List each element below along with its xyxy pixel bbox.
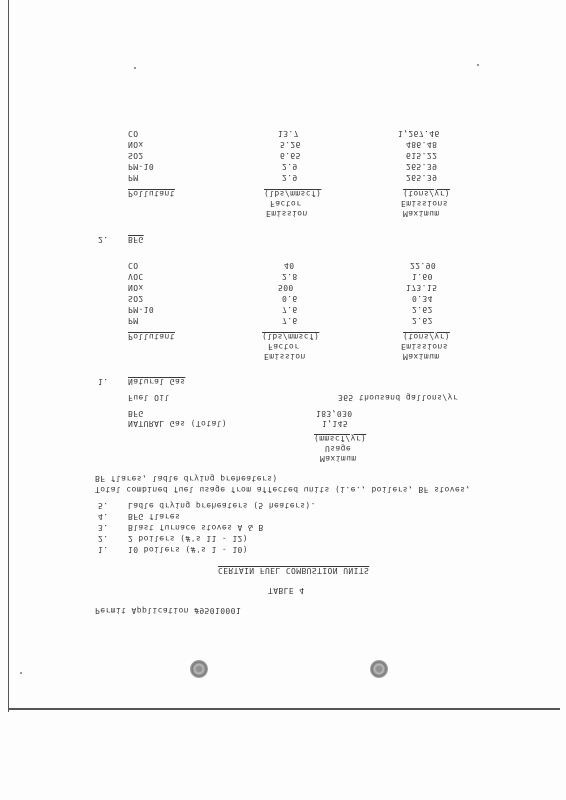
column-header: (tons/yr)	[403, 332, 450, 341]
unit-number: 1.	[98, 545, 109, 554]
column-header: Factor	[270, 199, 302, 208]
section-number: 1.	[98, 377, 109, 386]
factor-cell: 5.26	[280, 140, 301, 149]
total-usage-line: BF flares, ladle drying preheaters)	[95, 474, 278, 483]
emissions-cell: 22.90	[410, 261, 437, 270]
table-title: TABLE 4	[268, 586, 305, 595]
usage-header: Maximum	[320, 454, 357, 463]
factor-cell: 7.6	[282, 305, 298, 314]
usage-header: Usage	[325, 444, 352, 453]
unit-text: 2 boilers (#'s 11 - 12)	[128, 534, 248, 543]
column-header: Pollutant	[128, 189, 175, 198]
column-header: Pollutant	[128, 332, 175, 341]
factor-cell: 2.8	[282, 272, 298, 281]
usage-value: 183,030	[316, 409, 353, 418]
table-heading: CERTAIN FUEL COMBUSTION UNITS	[218, 566, 370, 575]
emissions-cell: 486.48	[406, 140, 438, 149]
pollutant-cell: PM-10	[128, 305, 155, 314]
column-header: Maximum	[403, 352, 440, 361]
column-header: (lbs/mmscf)	[264, 189, 322, 198]
permit-number: Permit Application #95010001	[95, 606, 242, 615]
unit-number: 2.	[98, 534, 109, 543]
factor-cell: 40	[284, 261, 295, 270]
pollutant-cell: SO2	[128, 294, 144, 303]
unit-text: BFG flares	[128, 512, 181, 521]
usage-label: Fuel Oil	[128, 393, 170, 402]
factor-cell: 2.9	[282, 173, 298, 182]
usage-value: 365 thousand gallons/yr	[338, 393, 458, 402]
unit-text: 10 boilers (#'s 1 - 10)	[128, 545, 248, 554]
unit-number: 4.	[98, 512, 109, 521]
emissions-cell: 1,267.46	[398, 129, 440, 138]
pollutant-cell: VOC	[128, 272, 144, 281]
column-header: Emission	[264, 352, 306, 361]
factor-cell: 500	[278, 283, 294, 292]
section-number: 2.	[98, 235, 109, 244]
unit-number: 3.	[98, 523, 109, 532]
emissions-cell: 265.39	[406, 162, 438, 171]
pollutant-cell: PM	[128, 316, 139, 325]
unit-text: Blast furnace stoves A & B	[128, 523, 264, 532]
punch-hole-mark	[370, 660, 388, 678]
usage-label: NATURAL Gas (Total)	[128, 419, 228, 428]
pollutant-cell: PM-10	[128, 162, 155, 171]
column-header: Maximum	[403, 209, 440, 218]
factor-cell: 0.6	[282, 294, 298, 303]
column-header: Emission	[266, 209, 308, 218]
emissions-cell: 0.34	[412, 294, 433, 303]
punch-hole-mark	[190, 660, 208, 678]
column-header: (lbs/mmscf)	[262, 332, 320, 341]
usage-header: (mmscf/yr)	[314, 434, 367, 443]
column-header: Emissions	[401, 199, 448, 208]
emissions-cell: 173.15	[406, 283, 438, 292]
emissions-cell: 1.60	[412, 272, 433, 281]
factor-cell: 6.65	[280, 151, 301, 160]
factor-cell: 7.6	[282, 316, 298, 325]
section-title: Natural Gas	[128, 377, 186, 386]
emissions-cell: 2.62	[412, 316, 433, 325]
emissions-cell: 615.22	[406, 151, 438, 160]
pollutant-cell: PM	[128, 173, 139, 182]
pollutant-cell: CO	[128, 129, 139, 138]
pollutant-cell: CO	[128, 261, 139, 270]
factor-cell: 13.7	[278, 129, 299, 138]
usage-label: BFG	[128, 409, 144, 418]
column-header: Emissions	[401, 342, 448, 351]
factor-cell: 2.9	[282, 162, 298, 171]
unit-text: Ladle drying preheaters (5 heaters).	[128, 501, 316, 510]
column-header: Factor	[268, 342, 300, 351]
column-header: (tons/yr)	[403, 189, 450, 198]
emissions-cell: 2.62	[412, 305, 433, 314]
usage-value: 1,145	[322, 419, 349, 428]
emissions-cell: 265.39	[406, 173, 438, 182]
section-title: BFG	[128, 235, 144, 244]
pollutant-cell: NOx	[128, 140, 144, 149]
unit-number: 5.	[98, 501, 109, 510]
total-usage-line: Total combined fuel usage from affected units (i.e., boilers, BF stoves,	[95, 485, 471, 494]
pollutant-cell: SO2	[128, 151, 144, 160]
pollutant-cell: NOx	[128, 283, 144, 292]
